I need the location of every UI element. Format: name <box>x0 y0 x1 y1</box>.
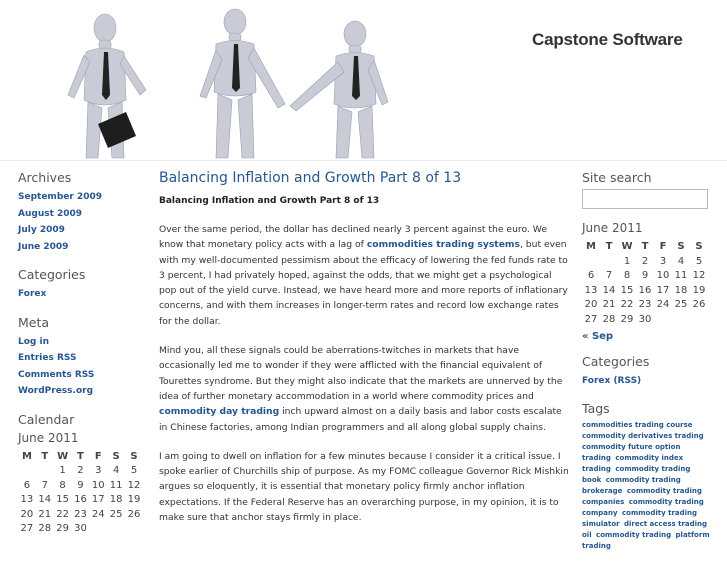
post-paragraph-2 <box>159 343 569 435</box>
post-text: inch upward almost on a daily basis and labor costs escalate in Chinese factories, among Indian programmers and all along global supply chains. <box>159 406 562 433</box>
site-search-widget <box>582 170 712 209</box>
calendar-week-row <box>18 464 143 479</box>
calendar-week-row <box>18 522 143 537</box>
weekday-cell: T <box>641 241 649 252</box>
calendar-widget <box>18 412 143 537</box>
calendar-week-row <box>582 298 708 313</box>
calendar-widget-right <box>582 221 712 342</box>
calendar-day: 5 <box>695 255 703 267</box>
calendar-day: 23 <box>74 508 87 520</box>
calendar-day: 6 <box>23 479 31 491</box>
calendar-week-row <box>18 478 143 493</box>
calendar-day: 25 <box>109 508 123 520</box>
calendar-day: 18 <box>109 494 123 506</box>
tag-link[interactable]: commodities trading course <box>582 421 693 429</box>
calendar-day: 7 <box>41 479 48 491</box>
tag-link[interactable]: commodity trading <box>628 498 704 506</box>
calendar-day <box>107 522 125 537</box>
calendar-day <box>690 312 708 327</box>
post-title-link[interactable]: Balancing Inflation and Growth Part 8 of 13 <box>159 170 462 186</box>
tag-cloud <box>582 420 712 552</box>
calendar-day: 29 <box>620 313 634 325</box>
calendar-day: 5 <box>130 465 138 477</box>
calendar-day: 14 <box>602 284 616 296</box>
calendar-day: 25 <box>674 299 688 311</box>
calendar-day <box>36 464 54 479</box>
calendar-prev-month-link[interactable]: « Sep <box>582 330 614 342</box>
calendar-day <box>89 522 107 537</box>
calendar-day: 29 <box>56 523 69 535</box>
post-paragraph-3: I am going to dwell on inflation for a few minutes because I consider it a critical issue. I spoke earlier of Churchills ship of purpose. As my FOMC colleague Governor Rick Mishkin argues so eloquently, it is essential that monetary policy firmly anchor inflation expectations. If the Federal Reserve has an overarching purpose, in my opinion, it is to make sure that anchor stays firmly in place. <box>159 450 569 524</box>
calendar-day: 9 <box>77 479 84 491</box>
calendar-day: 20 <box>20 508 34 520</box>
calendar-day: 11 <box>674 270 688 282</box>
calendar-day <box>672 312 690 327</box>
calendar-weekday-row <box>18 449 143 464</box>
tag-link[interactable]: direct access trading <box>624 520 708 528</box>
calendar-day: 1 <box>623 255 631 267</box>
calendar-day: 13 <box>584 284 598 296</box>
weekday-cell: T <box>41 450 49 462</box>
mannequins-header-image <box>50 0 430 160</box>
calendar-week-row <box>582 283 708 298</box>
calendar-day: 10 <box>91 479 105 491</box>
tag-link[interactable]: commodity future option trading <box>582 443 681 462</box>
weekday-cell: W <box>621 241 633 252</box>
site-header <box>0 0 727 160</box>
post-subtitle: Balancing Inflation and Growth Part 8 of 13 <box>159 196 380 206</box>
calendar-day: 2 <box>77 465 84 477</box>
calendar-week-row <box>18 507 143 522</box>
site-title[interactable]: Capstone Software <box>532 30 683 49</box>
calendar-day: 9 <box>641 270 649 282</box>
calendar-day: 17 <box>91 494 105 506</box>
calendar-day: 18 <box>674 284 688 296</box>
calendar-day: 26 <box>692 299 706 311</box>
tags-heading: Tags <box>582 401 610 416</box>
tag-link[interactable]: commodity trading <box>596 531 672 539</box>
weekday-cell: S <box>695 241 703 252</box>
tag-link[interactable]: platform trading <box>582 531 710 550</box>
archive-link-jul-2009[interactable]: July 2009 <box>18 225 65 235</box>
calendar-day: 3 <box>659 255 667 267</box>
categories-heading: Categories <box>18 267 86 282</box>
meta-widget <box>18 315 143 400</box>
calendar-day: 16 <box>638 284 652 296</box>
weekday-cell: S <box>112 450 120 462</box>
calendar-day: 21 <box>602 299 616 311</box>
calendar-day: 8 <box>59 479 66 491</box>
category-link-forex-rss[interactable]: Forex (RSS) <box>582 375 642 386</box>
commodities-trading-systems-link[interactable]: commodities trading systems <box>366 239 520 251</box>
tag-link[interactable]: oil <box>582 531 592 539</box>
calendar-day: 4 <box>677 255 685 267</box>
tag-link[interactable]: commodity trading book <box>582 465 691 484</box>
tags-widget <box>582 401 712 552</box>
tag-link[interactable]: commodity trading <box>605 476 681 484</box>
calendar-day: 7 <box>605 270 613 282</box>
calendar-day: 24 <box>656 299 670 311</box>
calendar-day: 30 <box>638 313 652 325</box>
calendar-day: 3 <box>95 465 102 477</box>
calendar-day: 11 <box>109 479 123 491</box>
calendar-day: 27 <box>20 523 34 535</box>
weekday-cell: T <box>77 450 84 462</box>
calendar-day: 16 <box>74 494 87 506</box>
calendar-day: 12 <box>127 479 141 491</box>
main-content <box>159 170 569 539</box>
calendar-day <box>125 522 143 537</box>
meta-link-login[interactable]: Log in <box>18 336 49 347</box>
tag-link[interactable]: simulator <box>582 520 620 528</box>
calendar-day: 30 <box>74 523 87 535</box>
calendar-month-title: June 2011 <box>18 430 79 445</box>
post-text: , but even with my well-documented pessimism about the efficacy of lowering the fed funds rate to 3 percent, I had privately hoped, against the odds, that we might get a psychological pop out of the yield curve. Instead, we have heard more and more reports of inflationary concerns, and with them increases in longer-term rates and record low exchange rates for the dollar. <box>159 239 568 327</box>
tag-link[interactable]: commodity index trading <box>582 454 684 473</box>
calendar-day: 28 <box>38 523 52 535</box>
calendar-table-left <box>18 449 143 537</box>
weekday-cell: F <box>659 241 667 252</box>
calendar-day <box>654 312 672 327</box>
archive-link-sep-2009[interactable]: September 2009 <box>18 192 102 202</box>
weekday-cell: M <box>586 241 596 252</box>
calendar-day: 24 <box>91 508 105 520</box>
tag-link[interactable]: commodity trading <box>626 487 702 495</box>
calendar-day: 27 <box>584 313 598 325</box>
archive-link-aug-2009[interactable]: August 2009 <box>18 208 83 219</box>
category-link-forex[interactable]: Forex <box>18 289 47 299</box>
weekday-cell: F <box>94 450 102 462</box>
calendar-day: 1 <box>59 465 66 477</box>
calendar-week-row <box>582 269 708 284</box>
tag-link[interactable]: companies <box>582 498 625 506</box>
calendar-day: 15 <box>56 494 69 506</box>
site-search-input[interactable] <box>582 189 708 209</box>
meta-link-comments-rss[interactable]: Comments RSS <box>18 369 95 380</box>
calendar-day <box>582 254 600 269</box>
tag-link[interactable]: brokerage <box>582 487 623 495</box>
weekday-cell: T <box>605 241 613 252</box>
weekday-cell: S <box>677 241 685 252</box>
archives-heading: Archives <box>18 170 72 185</box>
meta-link-entries-rss[interactable]: Entries RSS <box>18 353 77 363</box>
post-paragraph-1 <box>159 222 569 329</box>
calendar-day: 20 <box>584 299 598 311</box>
calendar-day: 19 <box>127 494 141 506</box>
calendar-day: 13 <box>20 494 34 506</box>
archives-widget <box>18 170 143 255</box>
calendar-day: 23 <box>638 299 652 311</box>
weekday-cell: M <box>21 450 32 462</box>
calendar-day: 22 <box>620 299 634 311</box>
tag-link[interactable]: commodity derivatives trading <box>582 432 704 440</box>
calendar-week-row <box>582 312 708 327</box>
calendar-day <box>18 464 36 479</box>
meta-link-wordpress[interactable]: WordPress.org <box>18 386 94 396</box>
calendar-day <box>600 254 618 269</box>
commodity-day-trading-link[interactable]: commodity day trading <box>159 406 280 418</box>
calendar-day: 28 <box>602 313 616 325</box>
post-text: Mind you, all these signals could be aberrations-twitches in markets that have occasionally led me to wonder if they were afflicted with the financial equivalent of Tourettes syndrome. But they might also indicate that the markets are unnerved by the idea of further monetary accommodation in a world where commodity prices and <box>159 345 563 402</box>
categories-widget <box>18 267 143 303</box>
categories-heading: Categories <box>582 353 650 369</box>
header-divider <box>0 160 727 161</box>
calendar-day: 22 <box>56 508 69 520</box>
meta-heading: Meta <box>18 314 50 330</box>
calendar-month-title: June 2011 <box>582 221 643 235</box>
calendar-day: 26 <box>127 508 141 520</box>
calendar-day: 2 <box>641 255 649 267</box>
calendar-day: 14 <box>38 494 52 506</box>
calendar-day: 19 <box>692 284 706 296</box>
calendar-week-row <box>18 493 143 508</box>
weekday-cell: S <box>130 450 138 462</box>
calendar-day: 4 <box>112 465 120 477</box>
weekday-cell: W <box>57 450 69 462</box>
calendar-day: 8 <box>623 270 631 282</box>
calendar-day: 17 <box>656 284 670 296</box>
calendar-week-row <box>582 254 708 269</box>
calendar-table-right <box>582 239 708 327</box>
calendar-day: 21 <box>38 508 52 520</box>
calendar-day: 15 <box>620 284 634 296</box>
calendar-heading: Calendar <box>18 411 75 427</box>
calendar-day: 12 <box>692 270 706 282</box>
tag-link[interactable]: company <box>582 509 618 517</box>
post-text: Over the same period, the dollar has declined nearly 3 percent against the euro. We know that monetary policy acts with a lag of <box>159 224 547 251</box>
calendar-day: 6 <box>587 270 595 282</box>
right-sidebar <box>582 170 712 564</box>
tag-link[interactable]: commodity trading <box>621 509 698 517</box>
categories-widget-right <box>582 354 712 390</box>
archive-link-jun-2009[interactable]: June 2009 <box>18 241 69 252</box>
calendar-day: 10 <box>656 270 670 282</box>
left-sidebar <box>18 170 143 548</box>
calendar-weekday-row <box>582 239 708 254</box>
site-search-heading: Site search <box>582 170 652 185</box>
